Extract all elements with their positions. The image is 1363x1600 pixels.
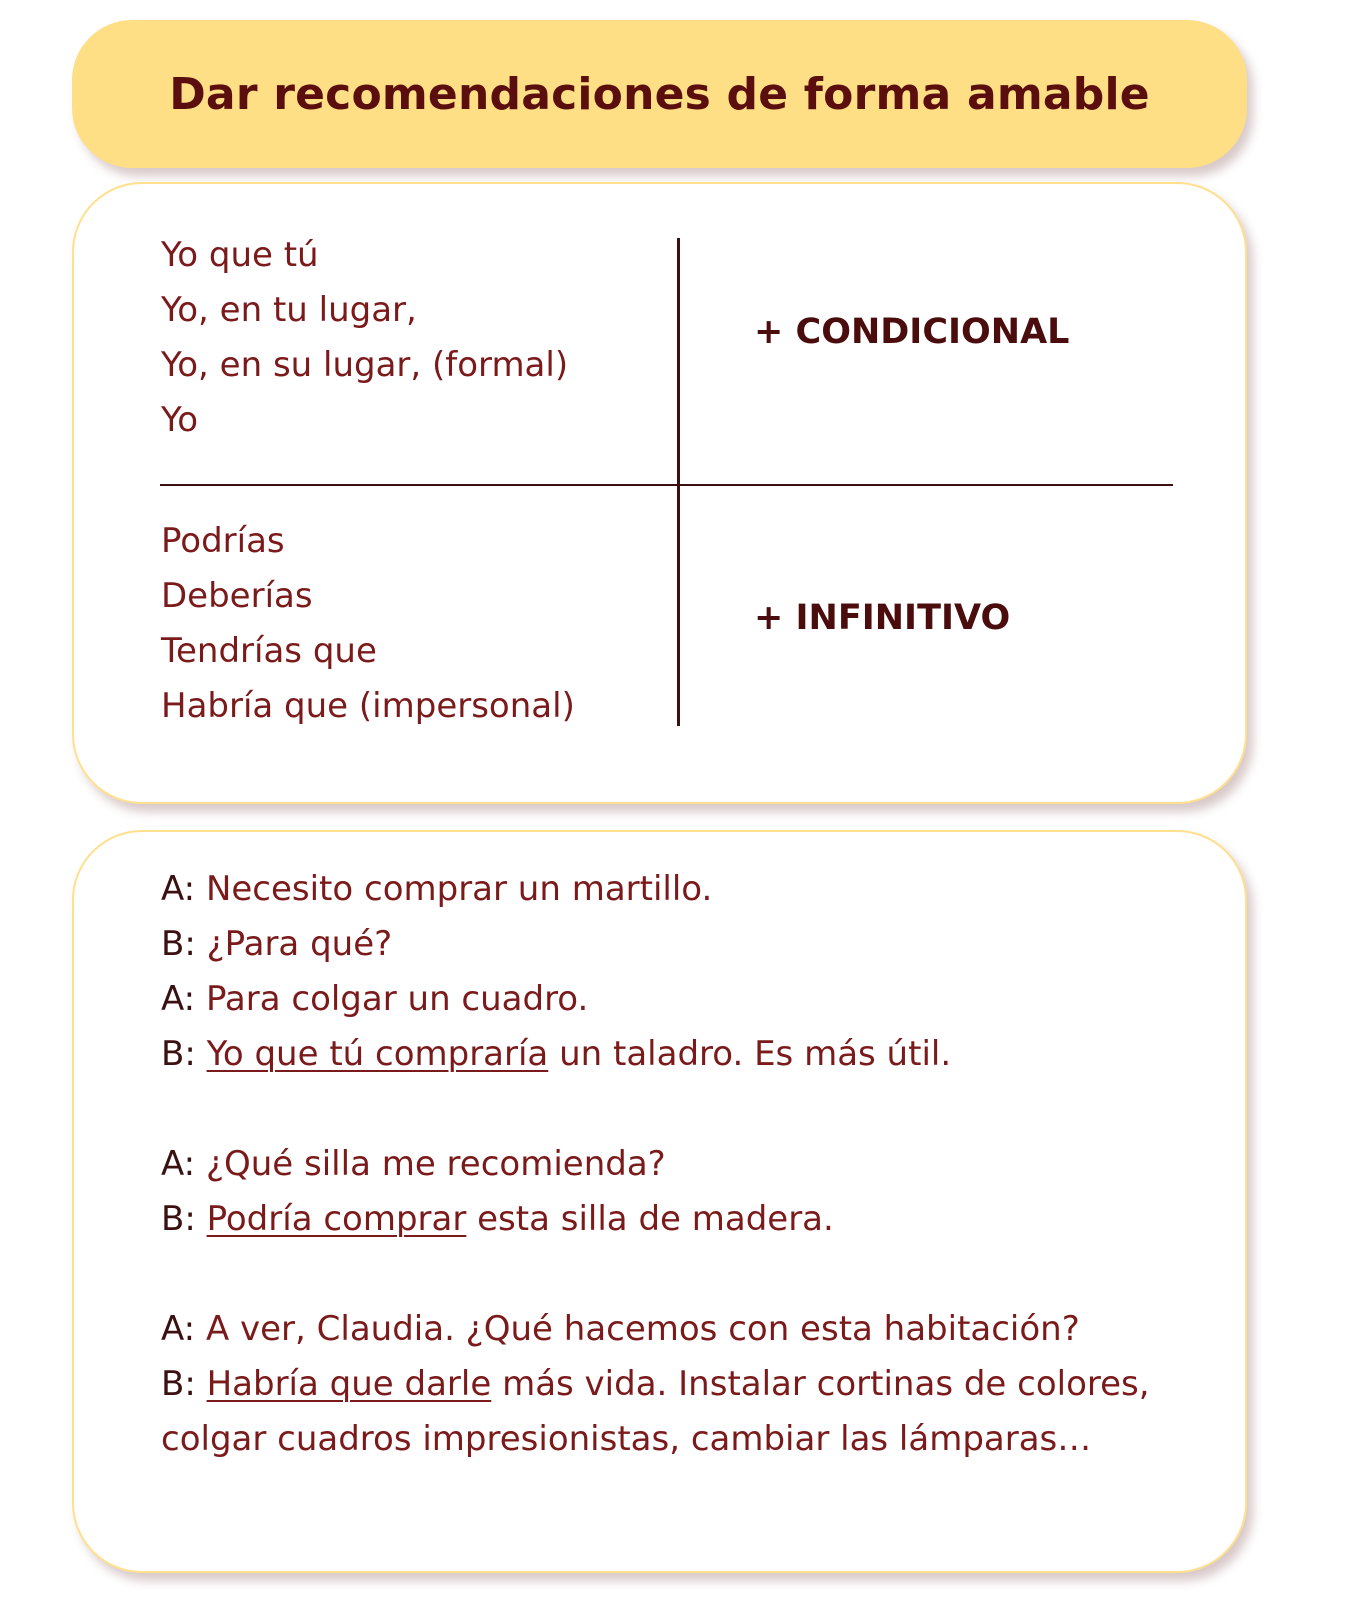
highlighted-structure: Habría que darle bbox=[206, 1364, 492, 1404]
phrase-item: Yo que tú bbox=[161, 235, 319, 275]
dialogue-text: Para colgar un cuadro. bbox=[205, 979, 589, 1019]
dialogue-line bbox=[161, 1357, 1221, 1467]
grammar-card bbox=[72, 182, 1247, 804]
dialogue-line bbox=[161, 1137, 1221, 1192]
infinitive-phrase-list bbox=[161, 514, 575, 734]
dialogue-text: esta silla de madera. bbox=[477, 1199, 834, 1239]
dialogue-text: un taladro. Es más útil. bbox=[559, 1034, 952, 1074]
dialogue-block bbox=[161, 1137, 1221, 1247]
dialogue-text: ¿Qué silla me recomienda? bbox=[205, 1144, 666, 1184]
phrase-item: Yo, en su lugar, (formal) bbox=[161, 345, 569, 385]
speaker-label: A: bbox=[161, 1309, 196, 1349]
speaker-label: B: bbox=[161, 1034, 196, 1074]
dialogue-text: más vida. Instalar cortinas de colores, colgar cuadros impresionistas, cambiar las lámparas… bbox=[161, 1364, 1150, 1459]
dialogue-line bbox=[161, 1192, 1221, 1247]
conditional-phrase-list bbox=[161, 228, 568, 448]
speaker-label: A: bbox=[161, 1144, 196, 1184]
vertical-divider bbox=[677, 238, 680, 726]
phrase-item: Deberías bbox=[161, 576, 313, 616]
highlighted-structure: Podría comprar bbox=[206, 1199, 467, 1239]
speaker-label: B: bbox=[161, 1199, 196, 1239]
phrase-item: Tendrías que bbox=[161, 631, 377, 671]
phrase-item: Yo, en tu lugar, bbox=[161, 290, 417, 330]
infinitive-rule-label: + INFINITIVO bbox=[754, 598, 1011, 638]
dialogue-block bbox=[161, 1302, 1221, 1467]
horizontal-divider bbox=[160, 484, 1173, 486]
dialogue-block bbox=[161, 862, 1221, 1082]
phrase-item: Habría que (impersonal) bbox=[161, 686, 575, 726]
conditional-rule-label: + CONDICIONAL bbox=[754, 312, 1070, 352]
examples-card bbox=[72, 830, 1247, 1573]
speaker-label: A: bbox=[161, 869, 196, 909]
phrase-item: Yo bbox=[161, 400, 199, 440]
page-title: Dar recomendaciones de forma amable bbox=[169, 68, 1150, 120]
speaker-label: B: bbox=[161, 924, 196, 964]
speaker-label: B: bbox=[161, 1364, 196, 1404]
dialogue-text: ¿Para qué? bbox=[206, 924, 393, 964]
highlighted-structure: Yo que tú compraría bbox=[206, 1034, 549, 1074]
dialogue-line bbox=[161, 917, 1221, 972]
speaker-label: A: bbox=[161, 979, 196, 1019]
dialogue-line bbox=[161, 972, 1221, 1027]
dialogue-line bbox=[161, 1027, 1221, 1082]
dialogue-examples bbox=[161, 862, 1221, 1522]
dialogue-line bbox=[161, 862, 1221, 917]
dialogue-line bbox=[161, 1302, 1221, 1357]
dialogue-text: Necesito comprar un martillo. bbox=[205, 869, 713, 909]
dialogue-text: A ver, Claudia. ¿Qué hacemos con esta habitación? bbox=[205, 1309, 1080, 1349]
phrase-item: Podrías bbox=[161, 521, 285, 561]
title-banner bbox=[72, 20, 1247, 168]
